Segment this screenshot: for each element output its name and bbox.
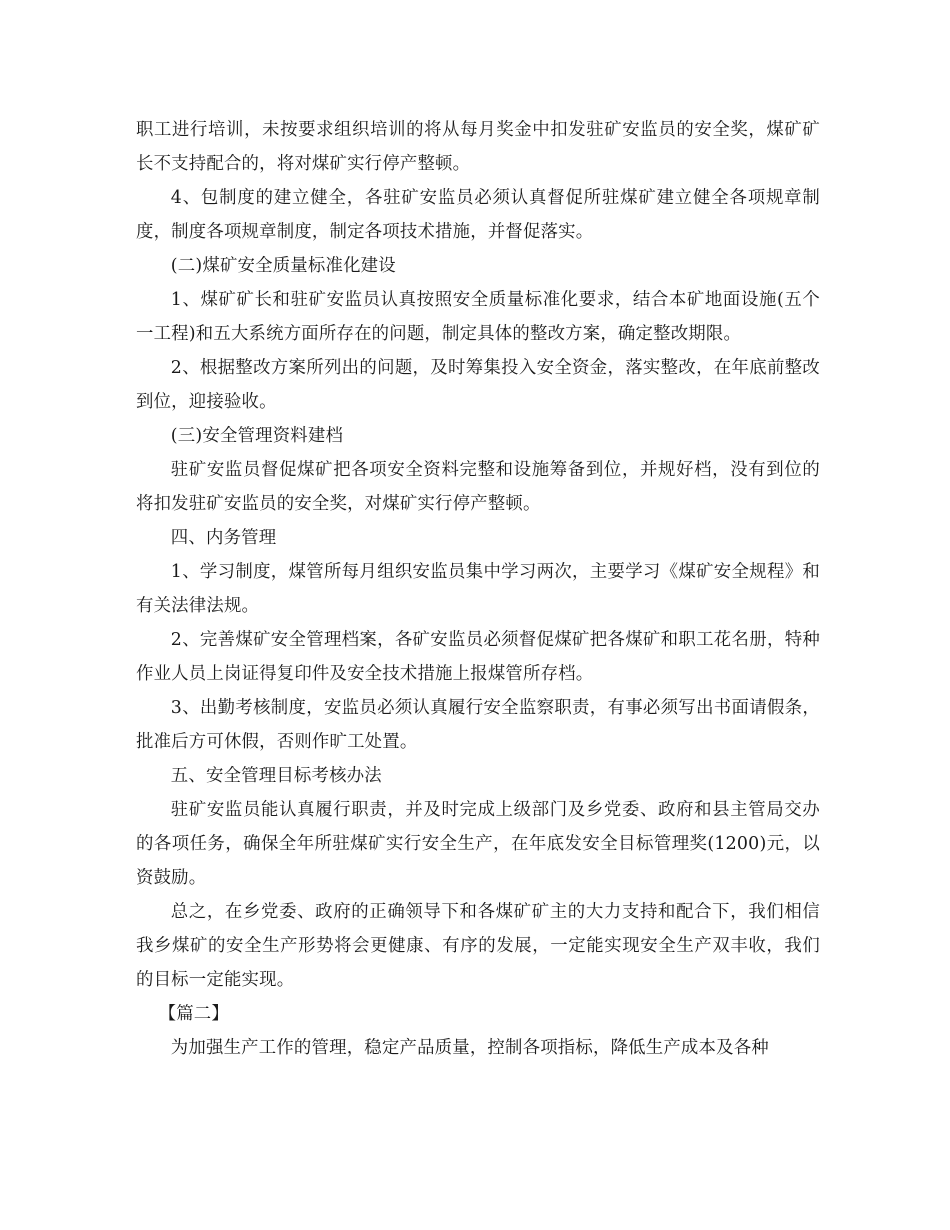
paragraph-9: 驻矿安监员能认真履行职责，并及时完成上级部门及乡党委、政府和县主管局交办的各项任务，确保全年所驻煤矿实行安全生产，在年底发安全目标管理奖(1200)元，以资鼓励。 bbox=[136, 800, 820, 888]
document-body bbox=[136, 113, 820, 1065]
section-heading-3: (三)安全管理资料建档 bbox=[170, 426, 344, 446]
section-heading-5: 五、安全管理目标考核办法 bbox=[170, 766, 382, 786]
paragraph-5: 驻矿安监员督促煤矿把各项安全资料完整和设施筹备到位，并规好档，没有到位的将扣发驻矿安监员的安全奖，对煤矿实行停产整顿。 bbox=[136, 460, 820, 514]
paragraph-3: 1、煤矿矿长和驻矿安监员认真按照安全质量标准化要求，结合本矿地面设施(五个一工程)和五大系统方面所存在的问题，制定具体的整改方案，确定整改期限。 bbox=[136, 290, 820, 344]
section-heading-2: (二)煤矿安全质量标准化建设 bbox=[170, 256, 396, 276]
paragraph-11: 为加强生产工作的管理，稳定产品质量，控制各项指标，降低生产成本及各种 bbox=[170, 1038, 769, 1058]
paragraph-8: 3、出勤考核制度，安监员必须认真履行安全监察职责，有事必须写出书面请假条，批准后方可休假，否则作旷工处置。 bbox=[136, 698, 820, 752]
chapter-title: 【篇二】 bbox=[158, 1004, 229, 1024]
paragraph-2: 4、包制度的建立健全，各驻矿安监员必须认真督促所驻煤矿建立健全各项规章制度，制度各项规章制度，制定各项技术措施，并督促落实。 bbox=[136, 188, 820, 242]
paragraph-7: 2、完善煤矿安全管理档案，各矿安监员必须督促煤矿把各煤矿和职工花名册，特种作业人员上岗证得复印件及安全技术措施上报煤管所存档。 bbox=[136, 630, 820, 684]
section-heading-4: 四、内务管理 bbox=[170, 528, 277, 548]
paragraph-10: 总之，在乡党委、政府的正确领导下和各煤矿矿主的大力支持和配合下，我们相信我乡煤矿的安全生产形势将会更健康、有序的发展，一定能实现安全生产双丰收，我们的目标一定能实现。 bbox=[136, 902, 820, 990]
paragraph-1: 职工进行培训，未按要求组织培训的将从每月奖金中扣发驻矿安监员的安全奖，煤矿矿长不支持配合的，将对煤矿实行停产整顿。 bbox=[136, 120, 820, 174]
paragraph-4: 2、根据整改方案所列出的问题，及时筹集投入安全资金，落实整改，在年底前整改到位，迎接验收。 bbox=[136, 358, 820, 412]
paragraph-6: 1、学习制度，煤管所每月组织安监员集中学习两次，主要学习《煤矿安全规程》和有关法律法规。 bbox=[136, 562, 820, 616]
